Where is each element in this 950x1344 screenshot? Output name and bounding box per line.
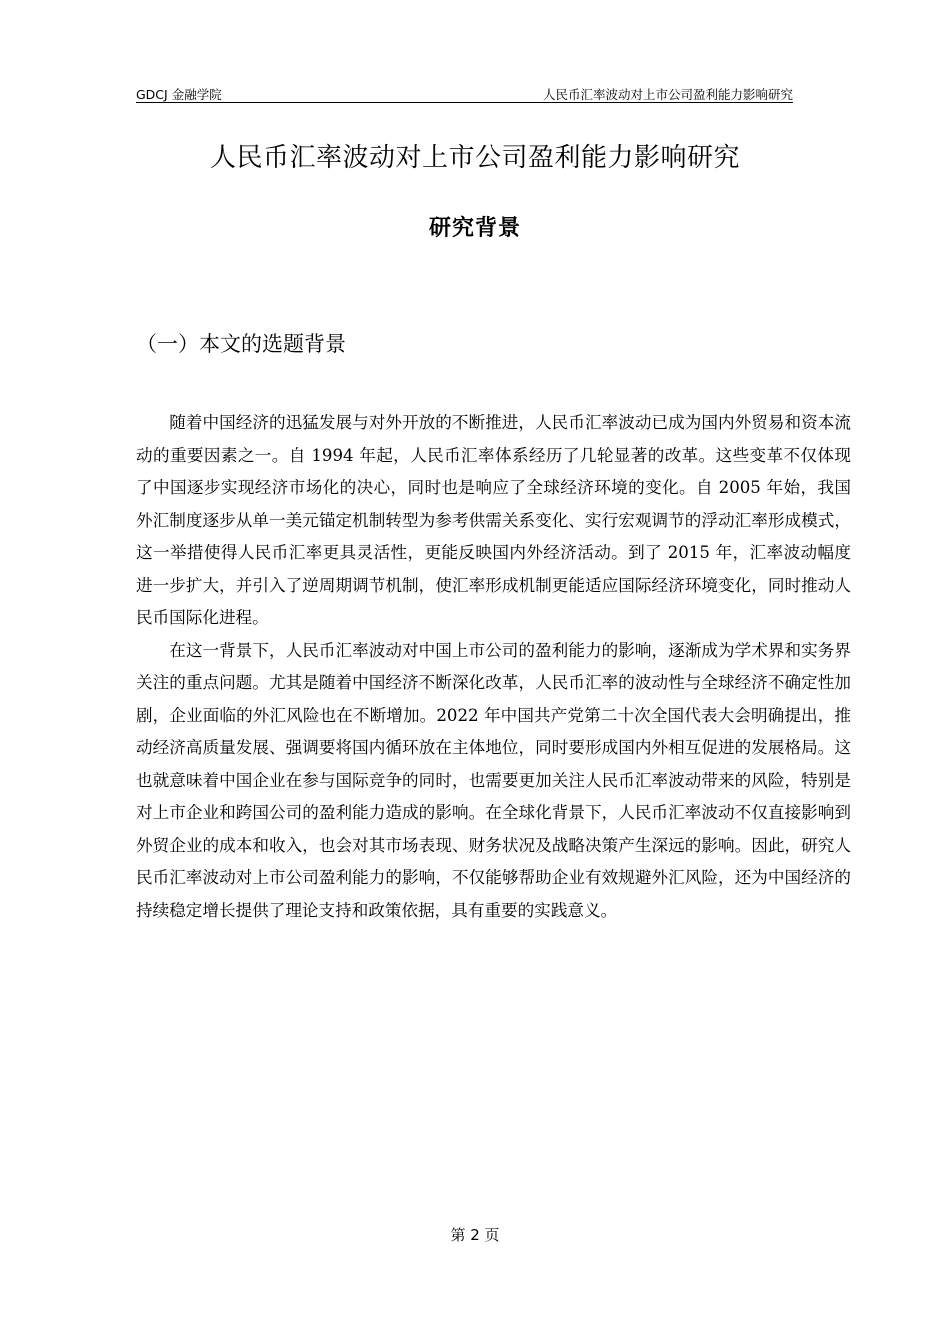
header-institution: GDCJ 金融学院 — [136, 87, 222, 102]
page-number: 第 2 页 — [450, 1226, 500, 1244]
header-running-title: 人民币汇率波动对上市公司盈利能力影响研究 — [542, 87, 793, 102]
paragraph: 在这一背景下，人民币汇率波动对中国上市公司的盈利能力的影响，逐渐成为学术界和实务界关注的重点问题。尤其是随着中国经济不断深化改革，人民币汇率的波动性与全球经济不确定性加剧，企业面临的外汇风险也在不断增加。2022 年中国共产党第二十次全国代表大会明确提出，推动经济高质量发展、强调要将国内循环放在主体地位，同时要形成国内外相互促进的发展格局。这也就意味着中国企业在参与国际竞争的同时，也需要更加关注人民币汇率波动带来的风险，特别是对上市企业和跨国公司的盈利能力造成的影响。在全球化背景下，人民币汇率波动不仅直接影响到外贸企业的成本和收入，也会对其市场表现、财务状况及战略决策产生深远的影响。因此，研究人民币汇率波动对上市公司盈利能力的影响，不仅能够帮助企业有效规避外汇风险，还为中国经济的持续稳定增长提供了理论支持和政策依据，具有重要的实践意义。 — [136, 640, 851, 920]
body-text — [136, 407, 851, 927]
chapter-subtitle: 研究背景 — [428, 216, 521, 241]
section-heading: （一）本文的选题背景 — [136, 332, 346, 356]
page-header — [136, 84, 793, 103]
paragraph: 随着中国经济的迅猛发展与对外开放的不断推进，人民币汇率波动已成为国内外贸易和资本流动的重要因素之一。自 1994 年起，人民币汇率体系经历了几轮显著的改革。这些变革不仅体现了中国逐步实现经济市场化的决心，同时也是响应了全球经济环境的变化。自 2005 年始，我国外汇制度逐步从单一美元锚定机制转型为参考供需关系变化、实行宏观调节的浮动汇率形成模式，这一举措使得人民币汇率更具灵活性，更能反映国内外经济活动。到了 2015 年，汇率波动幅度进一步扩大，并引入了逆周期调节机制，使汇率形成机制更能适应国际经济环境变化，同时推动人民币国际化进程。 — [136, 413, 851, 627]
document-title: 人民币汇率波动对上市公司盈利能力影响研究 — [209, 143, 740, 173]
